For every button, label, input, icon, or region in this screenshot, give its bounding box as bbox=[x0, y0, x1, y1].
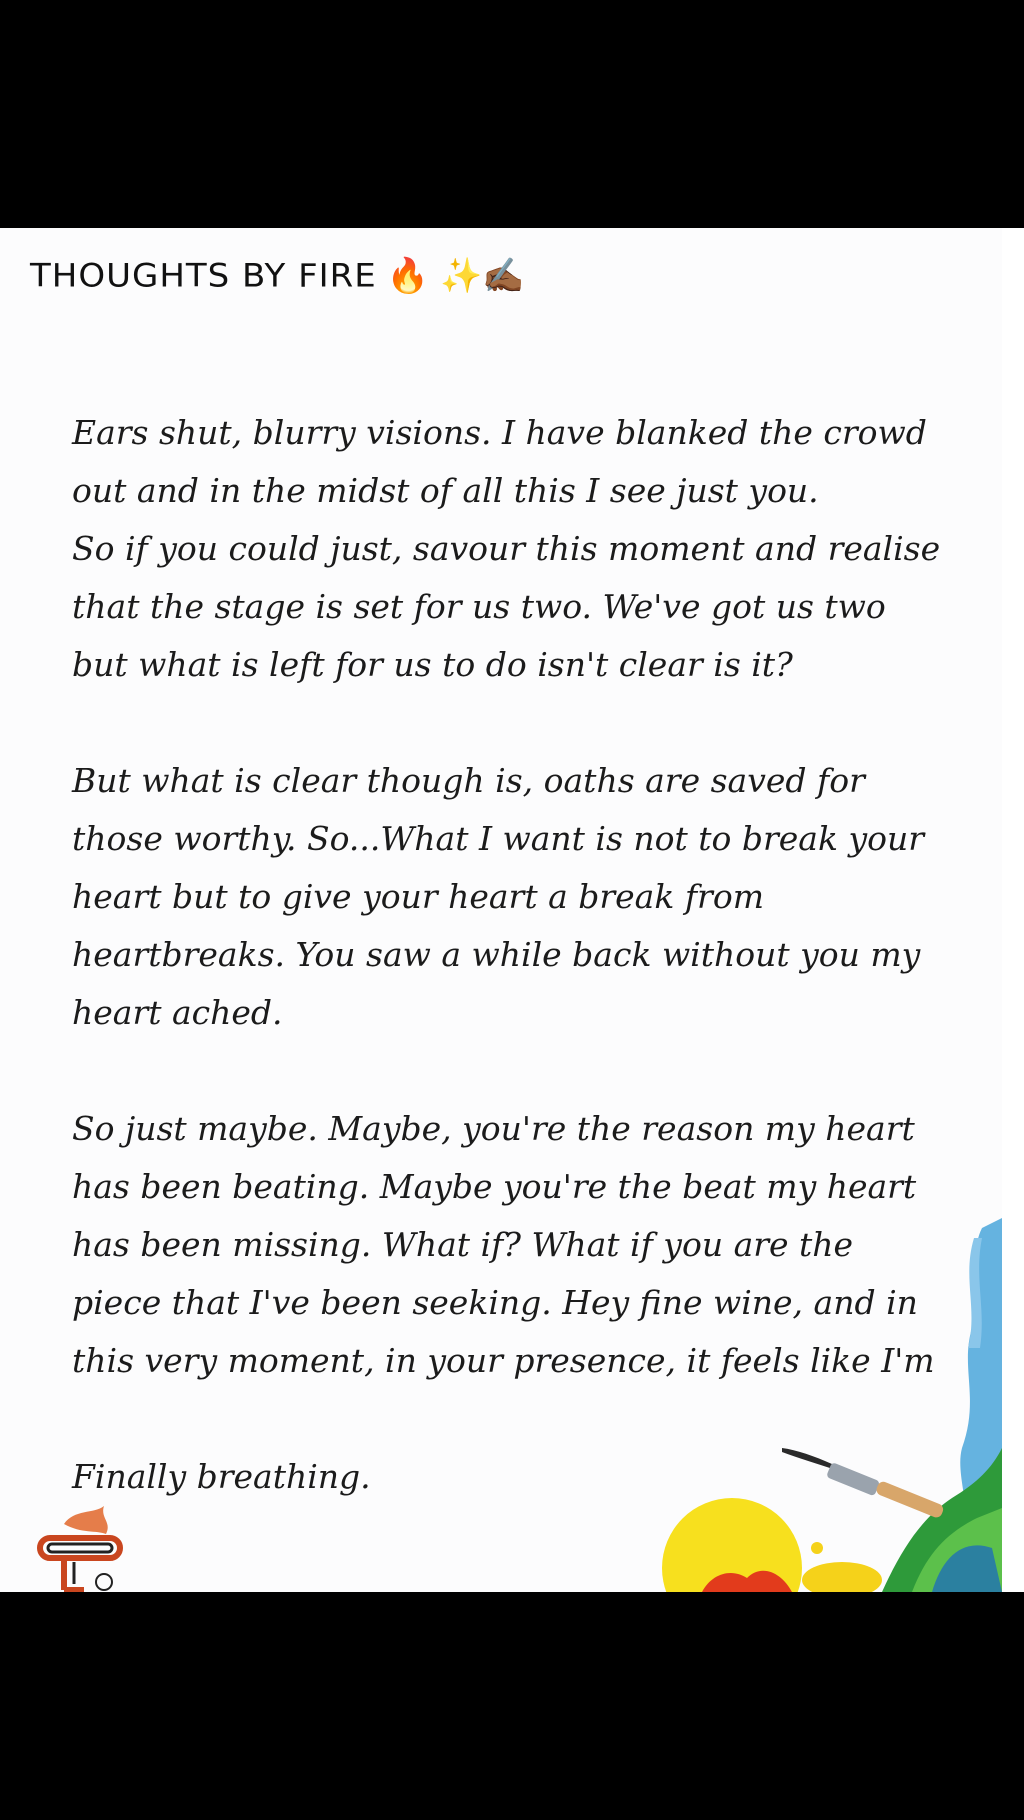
bottom-black-bar bbox=[0, 1592, 1024, 1820]
poem-paragraph-4: Finally breathing. bbox=[72, 1457, 371, 1496]
fire-sparkles-writing-hand-icon: 🔥 ✨✍🏾 bbox=[386, 256, 525, 296]
brand-logo bbox=[34, 1504, 154, 1592]
post-card bbox=[0, 228, 1024, 1592]
paint-brush-artwork bbox=[582, 1218, 1002, 1592]
paintbrush-icon bbox=[782, 1448, 945, 1519]
top-black-bar bbox=[0, 0, 1024, 228]
poem-paragraph-3: So just maybe. Maybe, you're the reason my heart has been beating. Maybe you're the beat my heart has been missing. What if? What if you are the piece that I've been seeking. Hey fine wine, and in this very moment, in your presence, it feels like I'm bbox=[72, 1109, 935, 1380]
post-header bbox=[30, 246, 525, 306]
poem-paragraph-1: Ears shut, blurry visions. I have blanked the crowd out and in the midst of all this I see just you. So if you could just, savour this moment and realise that the stage is set for us two. We've got us two but what is left for us to do isn't clear is it? bbox=[72, 413, 941, 684]
post-title: THOUGHTS BY FIRE bbox=[30, 257, 377, 295]
poem-paragraph-2: But what is clear though is, oaths are saved for those worthy. So...What I want is not to break your heart but to give your heart a break from heartbreaks. You saw a while back without you my heart ached. bbox=[72, 761, 924, 1032]
